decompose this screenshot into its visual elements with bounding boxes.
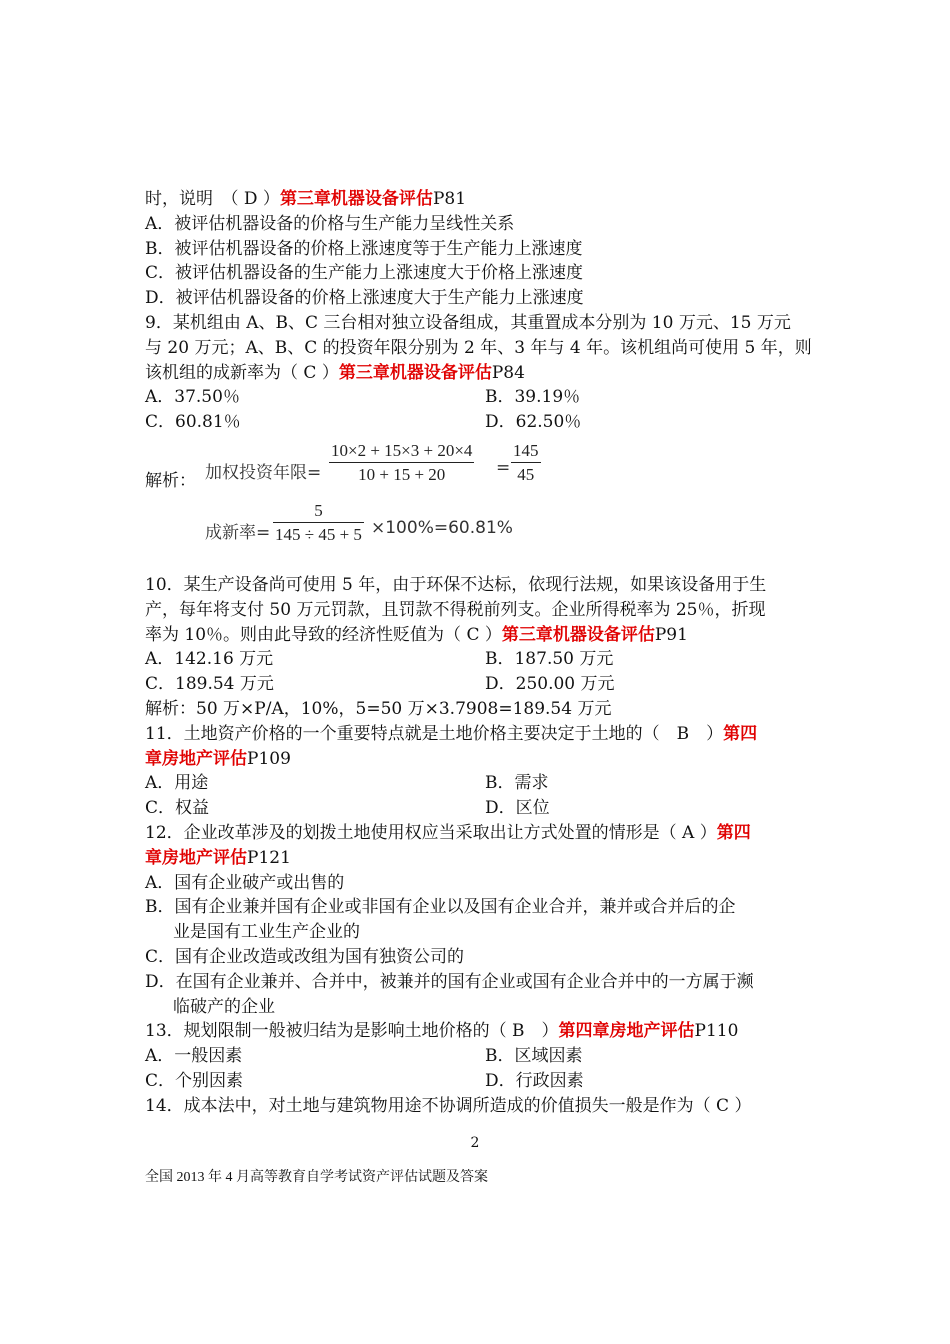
option-b: B．39.19％ [485, 387, 581, 408]
option-d: D．区位 [485, 798, 550, 819]
question-13-options-row-1 [145, 1044, 810, 1069]
question-8-option-c: C．被评估机器设备的生产能力上涨速度大于价格上涨速度 [145, 263, 584, 284]
option-c: C．个别因素 [145, 1070, 244, 1091]
page-reference: P81 [432, 189, 467, 209]
option-a: A．一般因素 [145, 1046, 243, 1067]
chapter-reference-part-2: 章房地产评估 [145, 748, 247, 769]
option-b: B．需求 [485, 773, 549, 794]
question-12-option-b-line-2: 业是国有工业生产企业的 [173, 922, 360, 943]
question-12-option-a: A．国有企业破产或出售的 [145, 872, 345, 893]
question-13-options-row-2 [145, 1069, 810, 1094]
question-9-options-row-1 [145, 385, 810, 410]
fraction-denominator: 45 [511, 462, 541, 487]
weighted-years-label: 加权投资年限= [205, 462, 322, 483]
fraction-numerator: 5 [314, 500, 323, 520]
question-10-stem: 率为 10％。则由此导致的经济性贬值为（ C ） [145, 624, 502, 645]
question-9-line-3 [145, 361, 810, 386]
weighted-years-result-fraction [511, 440, 541, 487]
question-11-options-row-1 [145, 771, 810, 796]
fraction-denominator: 10 + 15 + 20 [329, 462, 474, 487]
option-c: C．60.81％ [145, 412, 241, 433]
question-9-line-1: 9．某机组由 A、B、C 三台相对独立设备组成，其重置成本分别为 10 万元、15 万元 [145, 312, 791, 333]
question-8-stem: 时，说明 （ D ） [145, 189, 280, 209]
question-9-stem: 该机组的成新率为（ C ） [145, 362, 339, 383]
question-8-option-b: B．被评估机器设备的价格上涨速度等于生产能力上涨速度 [145, 238, 583, 259]
question-11-options-row-2 [145, 796, 810, 821]
chapter-reference-part-1: 第四 [723, 723, 758, 744]
question-10-analysis: 解析：50 万×P/A，10%，5=50 万×3.7908=189.54 万元 [145, 698, 612, 719]
question-12-option-d-line-2: 临破产的企业 [173, 996, 275, 1017]
option-a: A．142.16 万元 [145, 649, 274, 670]
page-content [145, 187, 810, 1119]
question-13-stem: 13．规划限制一般被归结为是影响土地价格的（ B ） [145, 1021, 559, 1042]
question-8-option-d: D．被评估机器设备的价格上涨速度大于生产能力上涨速度 [145, 288, 584, 309]
question-12-option-b-line-1: B．国有企业兼并国有企业或非国有企业以及国有企业合并，兼并或合并后的企 [145, 897, 736, 918]
option-c: C．权益 [145, 798, 210, 819]
question-8-option-a: A．被评估机器设备的价格与生产能力呈线性关系 [145, 213, 515, 234]
option-a: A．37.50％ [145, 387, 240, 408]
analysis-formula-block [145, 439, 810, 567]
option-d: D．行政因素 [485, 1070, 584, 1091]
question-10-options-row-2 [145, 672, 810, 697]
option-d: D．62.50％ [485, 412, 582, 433]
page-reference: P84 [491, 362, 525, 383]
question-11-stem: 11．土地资产价格的一个重要特点就是土地价格主要决定于土地的（ B ） [145, 723, 724, 744]
question-10-line-2: 产，每年将支付 50 万元罚款，且罚款不得税前列支。企业所得税率为 25％，折现 [145, 599, 766, 620]
question-12-line-2 [145, 846, 810, 871]
newness-rate-fraction [273, 500, 364, 547]
question-12-stem: 12．企业改革涉及的划拨土地使用权应当采取出让方式处置的情形是（ A ） [145, 822, 717, 843]
option-c: C．189.54 万元 [145, 674, 274, 695]
page-reference: P109 [247, 748, 291, 769]
question-9-options-row-2 [145, 410, 810, 435]
question-10-options-row-1 [145, 647, 810, 672]
question-10-line-1: 10．某生产设备尚可使用 5 年，由于环保不达标，依现行法规，如果该设备用于生 [145, 574, 767, 595]
analysis-label: 解析： [145, 470, 196, 491]
option-b: B．区域因素 [485, 1046, 583, 1067]
chapter-reference: 第三章机器设备评估 [338, 362, 492, 383]
page-reference: P110 [694, 1021, 739, 1042]
page-number: 2 [470, 1135, 480, 1151]
chapter-reference: 第三章机器设备评估 [279, 189, 433, 209]
question-8-tail [145, 187, 810, 212]
question-10-line-3 [145, 623, 810, 648]
weighted-years-fraction [329, 440, 474, 487]
chapter-reference: 第四章房地产评估 [558, 1021, 695, 1042]
question-12-line-1 [145, 821, 810, 846]
question-11-line-2 [145, 747, 810, 772]
fraction-numerator: 10×2 + 15×3 + 20×4 [331, 440, 473, 460]
chapter-reference: 第三章机器设备评估 [501, 624, 655, 645]
chapter-reference-part-2: 章房地产评估 [145, 847, 247, 868]
question-13-line-1 [145, 1019, 810, 1044]
fraction-numerator: 145 [513, 440, 539, 460]
question-11-line-1 [145, 722, 810, 747]
option-b: B．187.50 万元 [485, 649, 614, 670]
question-12-option-d-line-1: D．在国有企业兼并、合并中，被兼并的国有企业或国有企业合并中的一方属于濒 [145, 971, 754, 992]
page-footer: 全国 2013 年 4 月高等教育自学考试资产评估试题及答案 [145, 1170, 488, 1185]
question-14-line-1: 14．成本法中，对土地与建筑物用途不协调所造成的价值损失一般是作为（ C ） [145, 1095, 752, 1116]
page-reference: P121 [247, 847, 291, 868]
question-9-line-2: 与 20 万元；A、B、C 的投资年限分别为 2 年、3 年与 4 年。该机组尚可使用 5 年，则 [145, 337, 812, 358]
option-d: D．250.00 万元 [485, 674, 615, 695]
option-a: A．用途 [145, 773, 209, 794]
chapter-reference-part-1: 第四 [716, 822, 751, 843]
newness-rate-label: 成新率= [205, 522, 271, 543]
page-reference: P91 [654, 624, 688, 645]
equals-sign: = [496, 457, 511, 478]
fraction-denominator: 145 ÷ 45 + 5 [273, 522, 364, 547]
question-12-option-c: C．国有企业改造或改组为国有独资公司的 [145, 946, 465, 967]
newness-rate-result: ×100%=60.81% [371, 517, 513, 538]
